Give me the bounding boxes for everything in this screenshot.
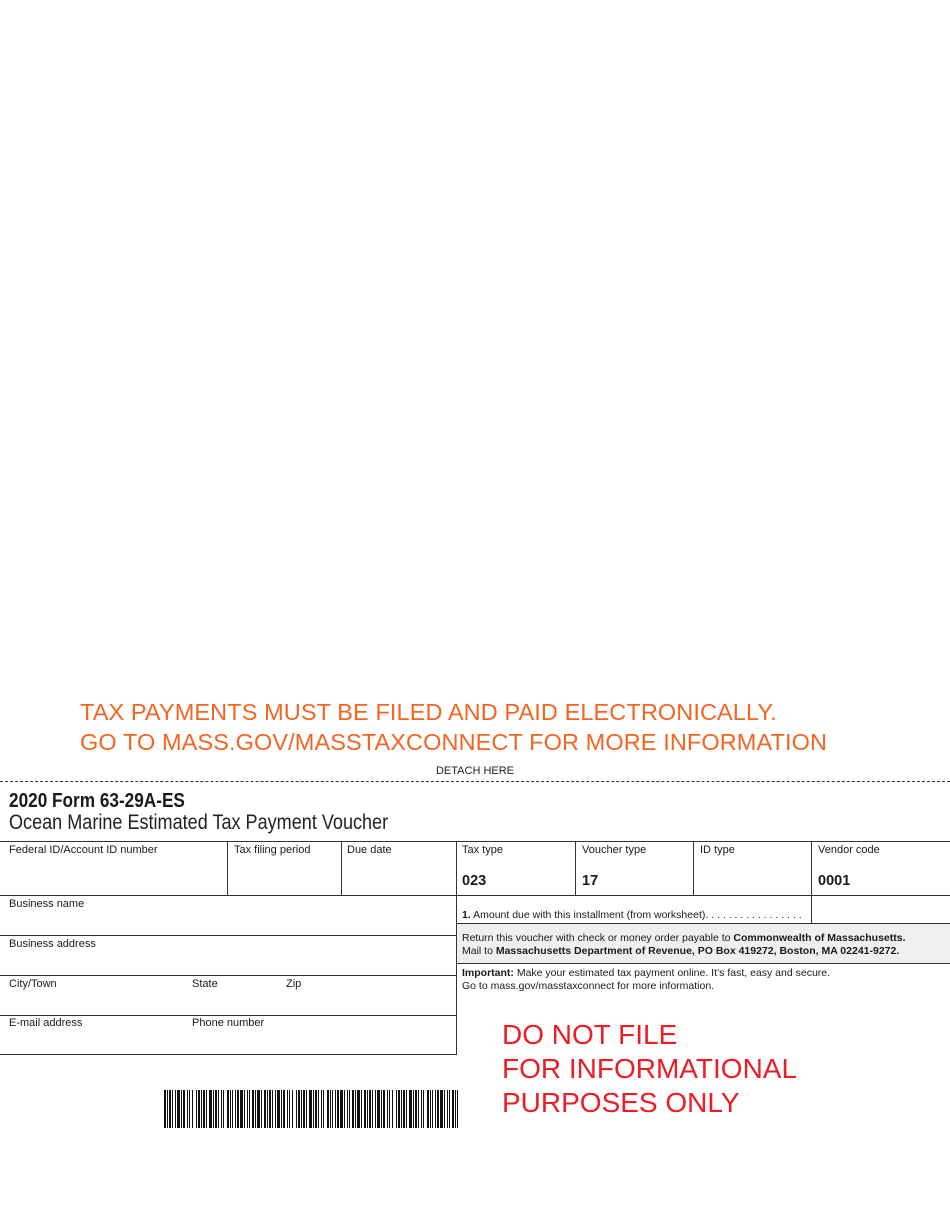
federal-id-label: Federal ID/Account ID number [9, 844, 158, 856]
amount-line-dots: . . . . . . . . . . . . . . . . . [705, 909, 802, 921]
voucher-type-label: Voucher type [582, 844, 647, 856]
return-info-line-1: Return this voucher with check or money order payable to Commonwealth of Massachusetts. [462, 932, 906, 944]
tax-type-value: 023 [462, 873, 487, 889]
detach-dashed-line [0, 781, 950, 782]
important-line-1: Important: Make your estimated tax payment online. It’s fast, easy and secure. [462, 967, 831, 979]
email-address-label: E-mail address [9, 1017, 83, 1029]
amount-due-line [462, 909, 802, 922]
watermark-line-3: PURPOSES ONLY [502, 1087, 740, 1118]
city-town-label: City/Town [9, 978, 57, 990]
id-type-label: ID type [700, 844, 735, 856]
zip-label: Zip [286, 978, 302, 990]
phone-number-label: Phone number [192, 1017, 265, 1029]
business-name-label: Business name [9, 898, 85, 910]
e-filing-notice-line-2: GO TO MASS.GOV/MASSTAXCONNECT FOR MORE INFORMATION [80, 729, 828, 755]
voucher-type-value: 17 [582, 873, 599, 889]
e-filing-notice-line-1: TAX PAYMENTS MUST BE FILED AND PAID ELECTRONICALLY. [80, 699, 777, 725]
do-not-file-watermark [502, 1018, 797, 1120]
important-line-2: Go to mass.gov/masstaxconnect for more information. [462, 980, 715, 992]
amount-line-text: Amount due with this installment (from worksheet) [473, 909, 706, 921]
barcode [164, 1090, 458, 1128]
state-label: State [192, 978, 218, 990]
vendor-code-value: 0001 [818, 873, 851, 889]
business-address-label: Business address [9, 938, 96, 950]
form-subtitle: Ocean Marine Estimated Tax Payment Voucher [9, 811, 389, 834]
amount-line-number: 1. [462, 909, 471, 921]
watermark-line-2: FOR INFORMATIONAL [502, 1053, 798, 1084]
tax-filing-period-label: Tax filing period [234, 844, 311, 856]
due-date-label: Due date [347, 844, 392, 856]
form-title: 2020 Form 63-29A-ES [9, 790, 185, 812]
watermark-line-1: DO NOT FILE [502, 1019, 678, 1050]
detach-here-label: DETACH HERE [435, 765, 515, 777]
return-info-line-2: Mail to Massachusetts Department of Revenue, PO Box 419272, Boston, MA 02241-9272. [462, 945, 900, 957]
vendor-code-label: Vendor code [818, 844, 880, 856]
tax-type-label: Tax type [462, 844, 503, 856]
